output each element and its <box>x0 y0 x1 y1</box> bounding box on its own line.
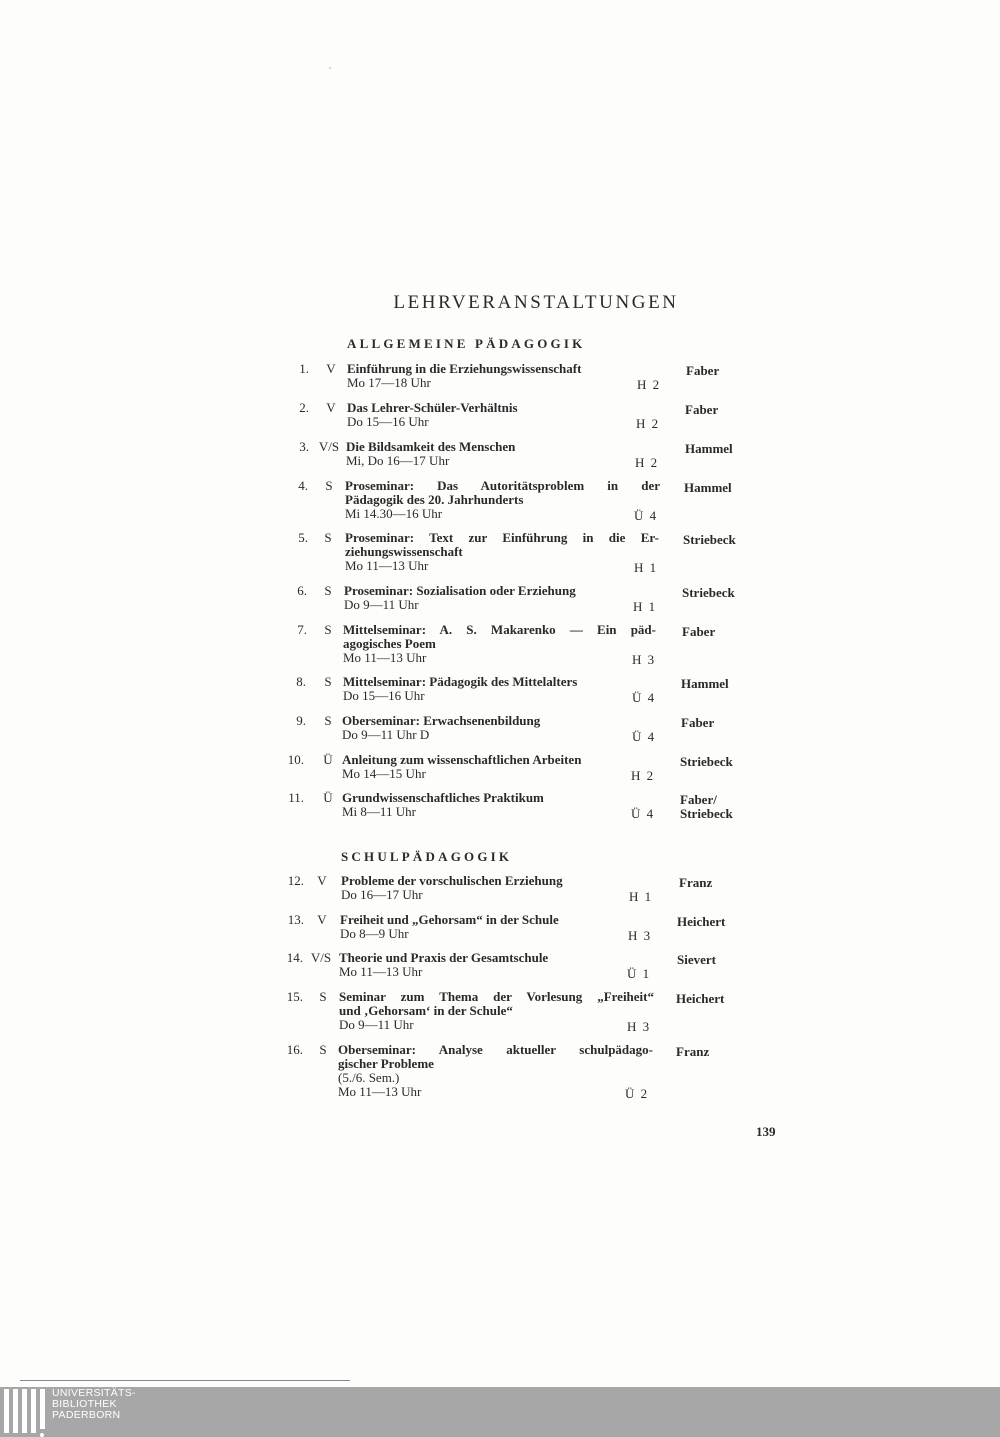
course-schedule: Mo 17—18 Uhr <box>347 375 431 390</box>
course-lecturer: Franz <box>679 875 713 890</box>
course-lecturer: Striebeck <box>683 532 736 547</box>
course-schedule: Do 9—11 Uhr <box>344 597 419 612</box>
course-lecturer: Hammel <box>681 676 729 691</box>
course-type: V/S <box>310 950 332 965</box>
course-schedule: Mi 8—11 Uhr <box>342 804 416 819</box>
course-room: H 2 <box>636 416 660 431</box>
course-schedule: Do 9—11 Uhr D <box>342 727 430 742</box>
course-lecturer: Franz <box>676 1044 710 1059</box>
course-number: 4. <box>298 478 308 493</box>
course-number: 11. <box>288 790 304 805</box>
course-lecturer: Faber <box>681 715 715 730</box>
course-title: Freiheit und „Gehorsam“ in der Schule <box>340 912 559 927</box>
course-schedule: Mo 14—15 Uhr <box>342 766 426 781</box>
course-type: V <box>317 873 327 888</box>
course-title: Anleitung zum wissenschaftlichen Arbeiten <box>342 752 582 767</box>
course-type: S <box>324 713 332 728</box>
course-lecturer: Heichert <box>676 991 725 1006</box>
course-lecturer-second: Striebeck <box>680 806 733 821</box>
course-schedule: Mo 11—13 Uhr <box>338 1084 422 1099</box>
course-title: Oberseminar: Erwachsenenbildung <box>342 713 541 728</box>
course-title-continued: und ‚Gehorsam‘ in der Schule“ <box>339 1003 513 1018</box>
course-schedule: Do 16—17 Uhr <box>341 887 423 902</box>
logo-line: UNIVERSITÄTS- <box>52 1387 136 1399</box>
course-type: S <box>324 530 332 545</box>
course-type: S <box>324 622 332 637</box>
course-room: H 3 <box>627 1019 651 1034</box>
course-room: Ü 2 <box>625 1086 649 1101</box>
course-title: Mittelseminar: Pädagogik des Mittelalters <box>343 674 578 689</box>
course-lecturer: Sievert <box>677 952 716 967</box>
course-type: S <box>319 1042 327 1057</box>
course-lecturer: Striebeck <box>682 585 735 600</box>
course-lecturer: Hammel <box>685 441 733 456</box>
course-title-continued: gischer Probleme <box>338 1056 434 1071</box>
course-type: S <box>324 674 332 689</box>
course-number: 15. <box>286 989 303 1004</box>
course-number: 3. <box>299 439 309 454</box>
course-schedule: Mi 14.30—16 Uhr <box>345 506 443 521</box>
course-note: (5./6. Sem.) <box>338 1070 400 1085</box>
course-type: S <box>325 478 333 493</box>
course-schedule: Do 8—9 Uhr <box>340 926 409 941</box>
course-number: 10. <box>287 752 304 767</box>
course-room: H 1 <box>633 599 657 614</box>
course-lecturer: Faber <box>685 402 719 417</box>
course-number: 12. <box>287 873 304 888</box>
course-schedule: Mo 11—13 Uhr <box>345 558 429 573</box>
course-schedule: Mo 11—13 Uhr <box>343 650 427 665</box>
course-room: Ü 4 <box>632 729 656 744</box>
course-schedule: Mi, Do 16—17 Uhr <box>346 453 450 468</box>
course-type: S <box>319 989 327 1004</box>
course-room: Ü 4 <box>634 508 658 523</box>
course-room: H 2 <box>631 768 655 783</box>
course-number: 8. <box>296 674 306 689</box>
course-title: Mittelseminar: A. S. Makarenko — Ein päd- <box>343 622 656 637</box>
course-lecturer: Faber/ <box>680 792 717 807</box>
course-title: Oberseminar: Analyse aktueller schulpädago- <box>338 1042 653 1057</box>
section-heading-schulpaedagogik: SCHULPÄDAGOGIK <box>341 849 513 864</box>
course-number: 14. <box>286 950 303 965</box>
library-logo-text <box>52 1388 136 1421</box>
course-title-continued: agogisches Poem <box>343 636 436 651</box>
course-title-continued: Pädagogik des 20. Jahrhunderts <box>345 492 524 507</box>
logo-line: BIBLIOTHEK <box>52 1398 117 1410</box>
section-heading-allgemeine-paedagogik: ALLGEMEINE PÄDAGOGIK <box>347 336 586 351</box>
course-room: Ü 1 <box>627 966 651 981</box>
course-type: V <box>317 912 327 927</box>
course-number: 1. <box>299 361 309 376</box>
course-number: 2. <box>299 400 309 415</box>
page-number: 139 <box>756 1124 776 1139</box>
course-title: Die Bildsamkeit des Menschen <box>346 439 516 454</box>
course-lecturer: Heichert <box>677 914 726 929</box>
course-type: V <box>326 400 336 415</box>
course-room: H 3 <box>628 928 652 943</box>
course-type: Ü <box>323 790 333 805</box>
course-type: S <box>324 583 332 598</box>
course-lecturer: Faber <box>686 363 720 378</box>
course-title: Einführung in die Erziehungswissenschaft <box>347 361 582 376</box>
course-title: Proseminar: Text zur Einführung in die Er- <box>345 530 659 545</box>
course-title: Proseminar: Das Autoritätsproblem in der <box>345 478 660 493</box>
course-number: 7. <box>297 622 307 637</box>
course-title: Das Lehrer-Schüler-Verhältnis <box>347 400 518 415</box>
course-room: Ü 4 <box>631 806 655 821</box>
course-room: Ü 4 <box>632 690 656 705</box>
course-schedule: Do 15—16 Uhr <box>343 688 425 703</box>
course-number: 9. <box>296 713 306 728</box>
course-lecturer: Hammel <box>684 480 732 495</box>
course-lecturer: Striebeck <box>680 754 733 769</box>
course-room: H 1 <box>629 889 653 904</box>
course-title: Seminar zum Thema der Vorlesung „Freiheit“ <box>339 989 654 1004</box>
course-number: 13. <box>287 912 304 927</box>
course-title: Proseminar: Sozialisation oder Erziehung <box>344 583 576 598</box>
footer-band <box>0 1387 1000 1437</box>
course-number: 6. <box>297 583 307 598</box>
course-title: Grundwissenschaftliches Praktikum <box>342 790 544 805</box>
page-title: LEHRVERANSTALTUNGEN <box>393 292 679 313</box>
course-room: H 1 <box>634 560 658 575</box>
course-number: 5. <box>298 530 308 545</box>
course-type: V <box>326 361 336 376</box>
course-schedule: Mo 11—13 Uhr <box>339 964 423 979</box>
scan-speck <box>329 67 331 69</box>
course-room: H 2 <box>637 377 661 392</box>
course-title: Theorie und Praxis der Gesamtschule <box>339 950 549 965</box>
course-schedule: Do 15—16 Uhr <box>347 414 429 429</box>
course-lecturer: Faber <box>682 624 716 639</box>
course-room: H 3 <box>632 652 656 667</box>
footer-rule <box>20 1380 350 1381</box>
vertical-bars-logo-icon <box>2 1389 48 1437</box>
course-room: H 2 <box>635 455 659 470</box>
logo-line: PADERBORN <box>52 1409 121 1421</box>
course-title-continued: ziehungswissenschaft <box>345 544 463 559</box>
course-schedule: Do 9—11 Uhr <box>339 1017 414 1032</box>
course-number: 16. <box>286 1042 303 1057</box>
course-type: Ü <box>323 752 333 767</box>
course-title: Probleme der vorschulischen Erziehung <box>341 873 563 888</box>
course-type: V/S <box>318 439 340 454</box>
